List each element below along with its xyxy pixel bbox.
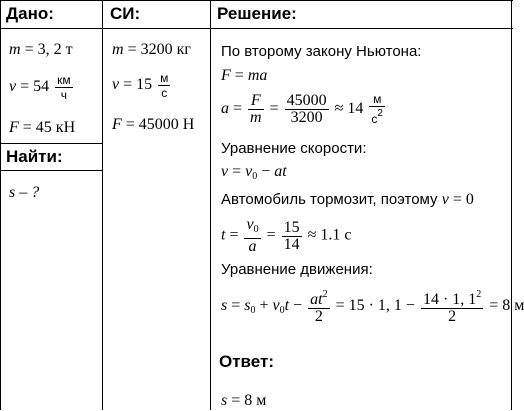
motion-equation-label: Уравнение движения: [221,261,373,278]
formula-motion: $s = s_0 + v_0t$ − $\frac{at^2}{2}$ = 15 · 1, 1 − $\frac{14 \cdot 1, 1^2}{2}$ = 8 м [221,289,524,326]
find-divider [0,143,103,144]
header-divider [0,28,513,29]
acceleration-unit-fraction: $\frac{м}{с^2}$ [371,92,383,127]
border-right [511,0,512,410]
si-force: F = 45000 Н [112,116,195,133]
si-speed-unit-fraction: $\frac{м}{с}$ [160,71,169,100]
find-header: Найти: [6,147,63,166]
si-speed: v = 15 $\frac{м}{с}$ [112,71,169,100]
column-divider-1 [102,0,103,410]
speed-unit-fraction: $\frac{км}{ч}$ [57,73,71,102]
formula-velocity: $v = v_0$ − at [221,163,287,182]
given-force: F = 45 кН [9,119,76,136]
velocity-equation-label: Уравнение скорости: [221,140,367,157]
formula-time: t = $\frac{v_0}{a}$ = $\frac{15}{14}$ ≈ 1.1 с [221,216,352,255]
solution-header: Решение: [217,4,297,23]
formula-acceleration: a = $\frac{F}{m}$ = $\frac{45000}{3200}$ ≈ 14 $\frac{м}{с^2}$ [221,91,383,127]
find-header-divider [0,170,103,171]
formula-f-ma: F = ma [221,67,268,84]
si-header: СИ: [110,4,141,23]
border-left [0,0,1,410]
find-value: s – ? [9,184,40,201]
answer-value: s = 8 м [221,392,267,409]
column-divider-2 [210,0,211,410]
braking-statement: Автомобиль тормозит, поэтому v = 0 [221,191,474,208]
given-speed: v = 54 $\frac{км}{ч}$ [9,73,71,102]
si-mass: m = 3200 кг [112,41,191,58]
newton-law-label: По второму закону Ньютона: [221,43,422,60]
given-header: Дано: [6,4,54,23]
given-mass: m = 3, 2 т [9,41,73,58]
answer-header: Ответ: [219,352,274,371]
border-top [0,0,513,1]
